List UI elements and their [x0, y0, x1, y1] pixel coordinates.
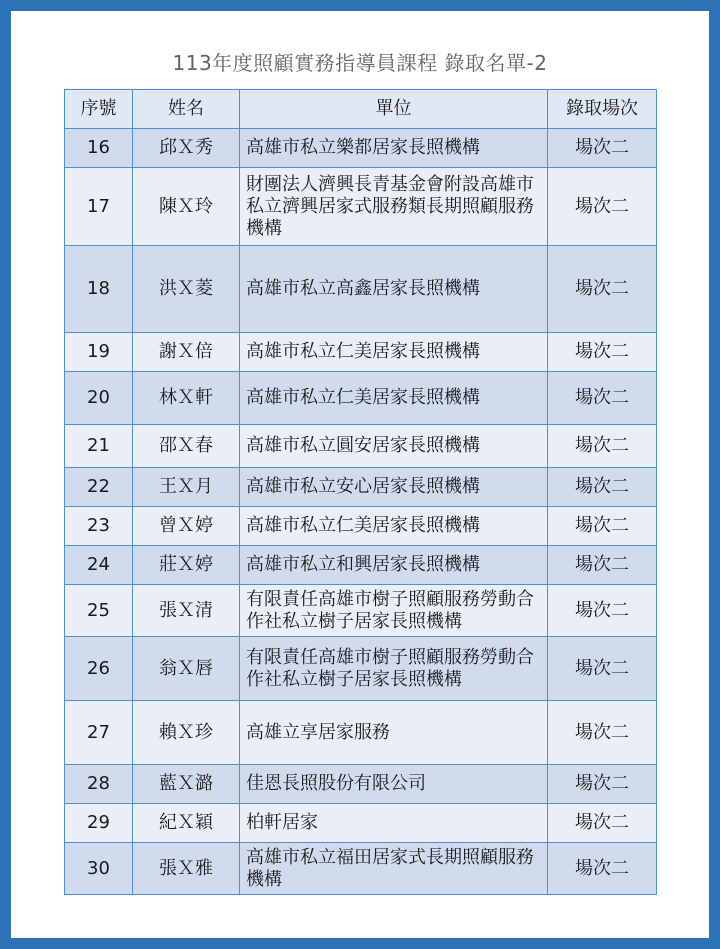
cell-session: 場次二	[548, 333, 657, 372]
cell-name: 洪Ｘ菱	[133, 246, 240, 333]
cell-name: 邱Ｘ秀	[133, 129, 240, 168]
cell-session: 場次二	[548, 804, 657, 843]
cell-serial-number: 19	[65, 333, 133, 372]
cell-name: 邵Ｘ春	[133, 425, 240, 468]
cell-unit: 高雄市私立安心居家長照機構	[240, 468, 548, 507]
cell-session: 場次二	[548, 168, 657, 246]
table-row	[65, 425, 657, 468]
cell-unit: 高雄市私立圓安居家長照機構	[240, 425, 548, 468]
cell-session: 場次二	[548, 546, 657, 585]
cell-unit: 高雄市私立仁美居家長照機構	[240, 372, 548, 425]
cell-serial-number: 30	[65, 843, 133, 895]
cell-name: 莊Ｘ婷	[133, 546, 240, 585]
cell-name: 翁Ｘ唇	[133, 637, 240, 701]
table-row	[65, 637, 657, 701]
table-row	[65, 546, 657, 585]
cell-name: 藍Ｘ潞	[133, 765, 240, 804]
header-session: 錄取場次	[548, 90, 657, 129]
header-unit: 單位	[240, 90, 548, 129]
cell-name: 王Ｘ月	[133, 468, 240, 507]
cell-unit: 高雄立享居家服務	[240, 701, 548, 765]
cell-unit: 高雄市私立高鑫居家長照機構	[240, 246, 548, 333]
cell-serial-number: 16	[65, 129, 133, 168]
table-row	[65, 507, 657, 546]
page-title: 113年度照顧實務指導員課程 錄取名單-2	[172, 51, 548, 75]
admission-table	[64, 89, 657, 895]
table-row	[65, 804, 657, 843]
cell-unit: 佳恩長照股份有限公司	[240, 765, 548, 804]
cell-unit: 有限責任高雄市樹子照顧服務勞動合作社私立樹子居家長照機構	[240, 585, 548, 637]
cell-session: 場次二	[548, 507, 657, 546]
table-row	[65, 372, 657, 425]
cell-serial-number: 23	[65, 507, 133, 546]
cell-serial-number: 22	[65, 468, 133, 507]
table-row	[65, 333, 657, 372]
cell-session: 場次二	[548, 843, 657, 895]
table-row	[65, 701, 657, 765]
cell-serial-number: 26	[65, 637, 133, 701]
cell-name: 紀Ｘ穎	[133, 804, 240, 843]
cell-unit: 財團法人濟興長青基金會附設高雄市私立濟興居家式服務類長期照顧服務機構	[240, 168, 548, 246]
cell-serial-number: 24	[65, 546, 133, 585]
cell-serial-number: 29	[65, 804, 133, 843]
cell-unit: 高雄市私立樂都居家長照機構	[240, 129, 548, 168]
cell-unit: 高雄市私立福田居家式長期照顧服務機構	[240, 843, 548, 895]
cell-unit: 高雄市私立和興居家長照機構	[240, 546, 548, 585]
table-row	[65, 468, 657, 507]
table-row	[65, 246, 657, 333]
cell-name: 謝Ｘ倍	[133, 333, 240, 372]
table-header-row	[65, 90, 657, 129]
cell-session: 場次二	[548, 129, 657, 168]
cell-session: 場次二	[548, 637, 657, 701]
cell-serial-number: 20	[65, 372, 133, 425]
cell-serial-number: 25	[65, 585, 133, 637]
cell-unit: 有限責任高雄市樹子照顧服務勞動合作社私立樹子居家長照機構	[240, 637, 548, 701]
cell-serial-number: 28	[65, 765, 133, 804]
header-name: 姓名	[133, 90, 240, 129]
cell-unit: 高雄市私立仁美居家長照機構	[240, 333, 548, 372]
cell-serial-number: 18	[65, 246, 133, 333]
cell-session: 場次二	[548, 425, 657, 468]
table-row	[65, 168, 657, 246]
cell-name: 張Ｘ雅	[133, 843, 240, 895]
cell-session: 場次二	[548, 701, 657, 765]
cell-name: 林Ｘ軒	[133, 372, 240, 425]
cell-name: 張Ｘ清	[133, 585, 240, 637]
cell-name: 陳Ｘ玲	[133, 168, 240, 246]
cell-session: 場次二	[548, 246, 657, 333]
table-row	[65, 843, 657, 895]
cell-session: 場次二	[548, 765, 657, 804]
cell-session: 場次二	[548, 585, 657, 637]
cell-serial-number: 21	[65, 425, 133, 468]
table-row	[65, 585, 657, 637]
cell-unit: 柏軒居家	[240, 804, 548, 843]
cell-session: 場次二	[548, 372, 657, 425]
header-serial-number: 序號	[65, 90, 133, 129]
document-page	[11, 11, 709, 938]
table-row	[65, 765, 657, 804]
table-row	[65, 129, 657, 168]
cell-name: 曾Ｘ婷	[133, 507, 240, 546]
cell-serial-number: 17	[65, 168, 133, 246]
cell-serial-number: 27	[65, 701, 133, 765]
cell-session: 場次二	[548, 468, 657, 507]
cell-name: 賴Ｘ珍	[133, 701, 240, 765]
cell-unit: 高雄市私立仁美居家長照機構	[240, 507, 548, 546]
